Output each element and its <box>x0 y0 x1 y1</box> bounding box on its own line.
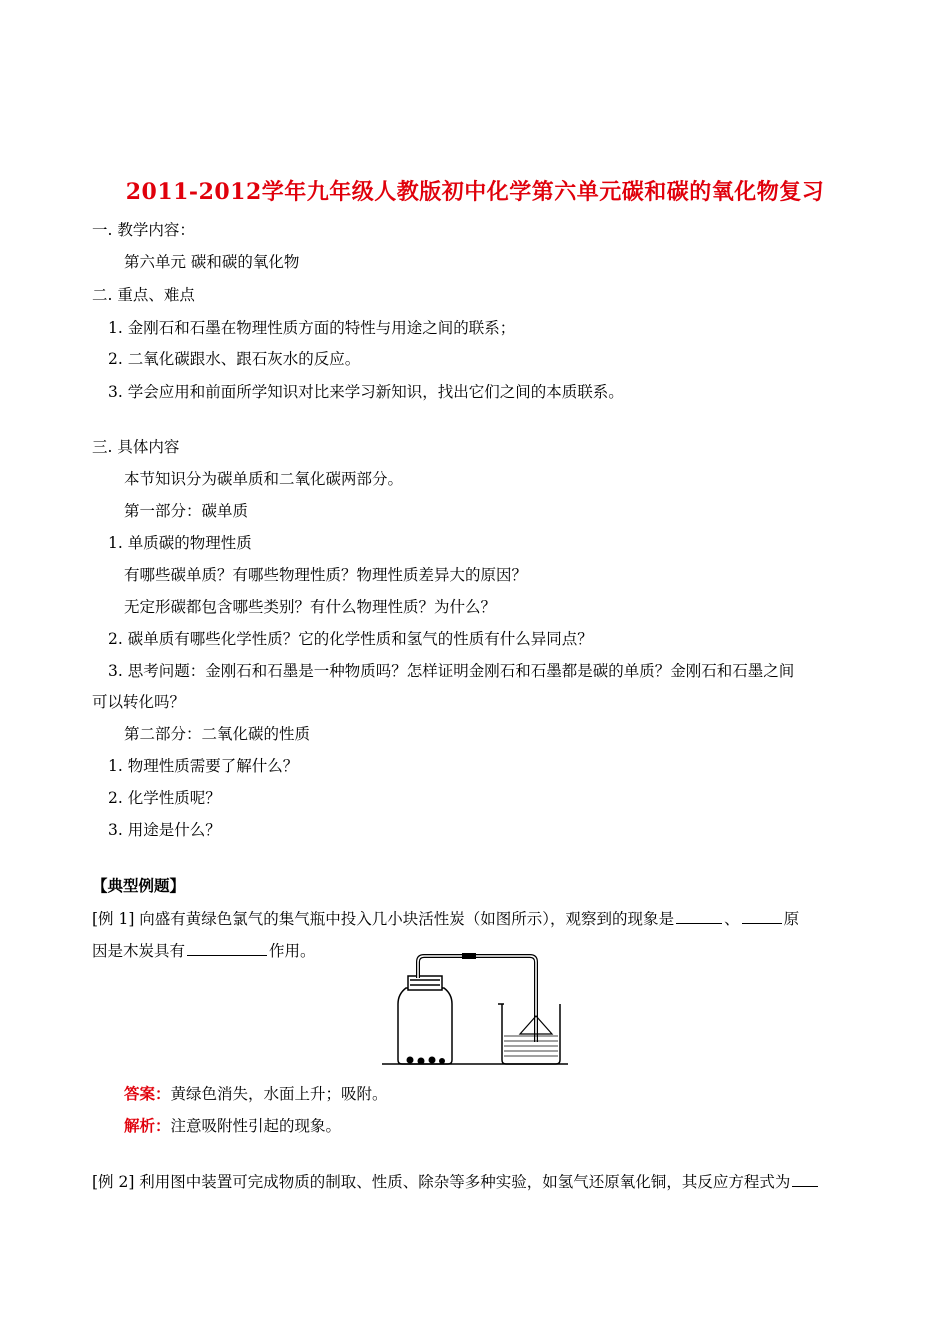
section-2-heading: 二. 重点、难点 <box>92 286 195 304</box>
answer-blank[interactable] <box>187 941 267 956</box>
example-1-question-cont: 因是木炭具有 <box>92 942 186 960</box>
example-1-continue: 原 <box>783 910 800 928</box>
water <box>504 1036 558 1056</box>
part-1-item: 3. 思考问题：金刚石和石墨是一种物质吗？怎样证明金刚石和石墨都是碳的单质？金刚石和石墨之间 <box>108 662 795 680</box>
section-2-item: 1. 金刚石和石墨在物理性质方面的特性与用途之间的联系； <box>108 319 516 337</box>
answer-label: 答案： <box>124 1084 171 1103</box>
part-1-heading: 第一部分：碳单质 <box>124 502 249 520</box>
part-1-question: 有哪些碳单质？有哪些物理性质？物理性质差异大的原因？ <box>124 566 528 584</box>
answer-line <box>124 1082 388 1104</box>
gas-jar <box>398 976 452 1064</box>
section-1-content: 第六单元 碳和碳的氧化物 <box>124 253 300 271</box>
part-2-heading: 第二部分：二氧化碳的性质 <box>124 725 311 743</box>
section-2-item: 2. 二氧化碳跟水、跟石灰水的反应。 <box>108 350 361 368</box>
part-2-item: 1. 物理性质需要了解什么？ <box>108 757 299 775</box>
example-1-text-line2 <box>92 939 316 961</box>
section-3-heading: 三. 具体内容 <box>92 438 180 456</box>
analysis-label: 解析： <box>124 1116 171 1135</box>
analysis-text: 注意吸附性引起的现象。 <box>170 1117 342 1135</box>
answer-blank[interactable] <box>676 909 722 924</box>
example-1-text <box>92 907 799 929</box>
part-2-item: 2. 化学性质呢？ <box>108 789 221 807</box>
section-2-item: 3. 学会应用和前面所学知识对比来学习新知识，找出它们之间的本质联系。 <box>108 383 624 401</box>
part-1-item: 1. 单质碳的物理性质 <box>108 534 252 552</box>
document-title: 2011-2012学年九年级人教版初中化学第六单元碳和碳的氧化物复习 <box>125 179 825 205</box>
part-1-question: 无定形碳都包含哪些类别？有什么物理性质？为什么？ <box>124 598 497 616</box>
part-2-item: 3. 用途是什么？ <box>108 821 221 839</box>
answer-text: 黄绿色消失，水面上升；吸附。 <box>170 1085 388 1103</box>
analysis-line <box>124 1114 341 1136</box>
rubber-connector <box>462 953 476 959</box>
example-1-question: [例 1] 向盛有黄绿色氯气的集气瓶中投入几小块活性炭（如图所示），观察到的现象是 <box>92 910 675 928</box>
examples-heading: 【典型例题】 <box>92 876 186 895</box>
example-2-question: [例 2] 利用图中装置可完成物质的制取、性质、除杂等多种实验，如氢气还原氧化铜，其反应方程式为 <box>92 1173 791 1191</box>
example-1-question-end: 作用。 <box>269 942 316 960</box>
gas-jar-beaker-diagram <box>380 950 570 1070</box>
separator: 、 <box>724 910 740 928</box>
answer-blank[interactable] <box>792 1172 818 1187</box>
part-1-item-continued: 可以转化吗？ <box>92 693 186 711</box>
section-1-heading: 一. 教学内容： <box>92 221 195 239</box>
glass-tube <box>418 956 536 1042</box>
answer-blank[interactable] <box>742 909 782 924</box>
part-1-item: 2. 碳单质有哪些化学性质？它的化学性质和氢气的性质有什么异同点？ <box>108 630 593 648</box>
example-2-text <box>92 1170 820 1192</box>
section-3-intro: 本节知识分为碳单质和二氧化碳两部分。 <box>124 470 404 488</box>
